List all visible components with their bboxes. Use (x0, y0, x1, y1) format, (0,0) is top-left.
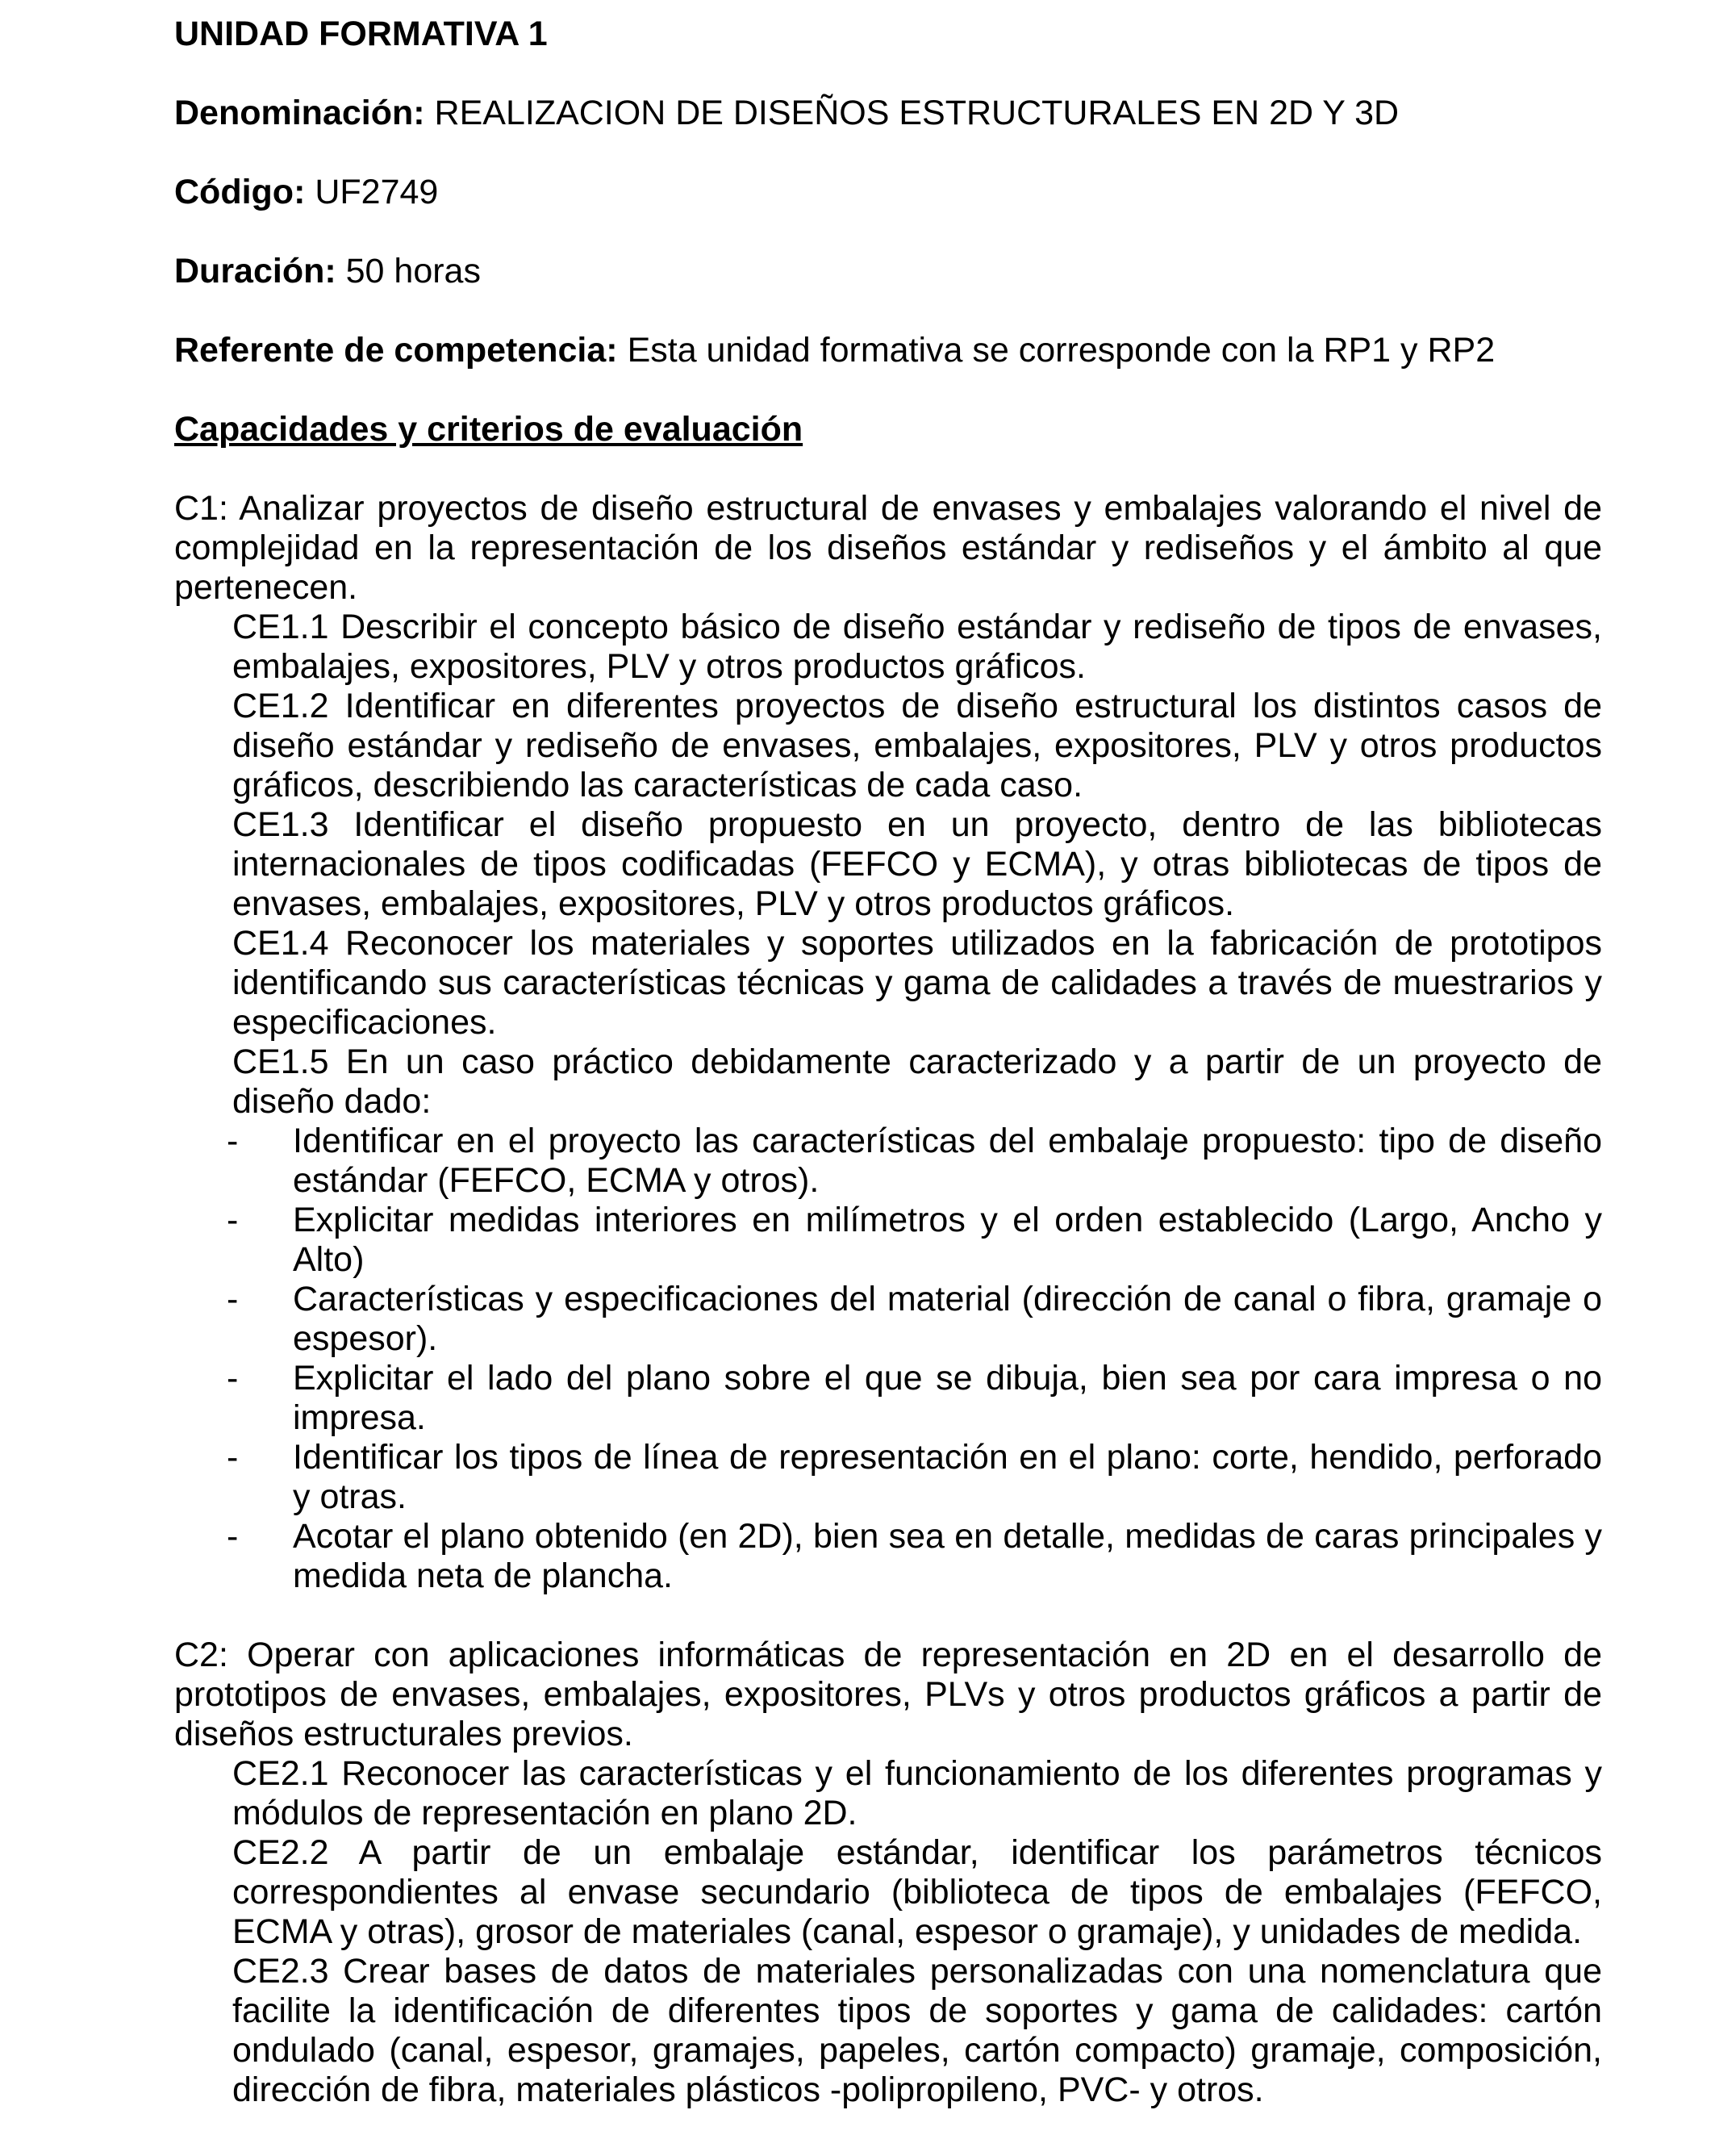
unit-title: UNIDAD FORMATIVA 1 (174, 15, 548, 53)
criterion-ce2-3: CE2.3 Crear bases de datos de materiales personalizadas con una nomenclatura que facilite la identificación de diferentes tipos de soportes y gama de calidades: cartón ondulado (canal, espesor, gramajes, papeles, cartón compacto) gramaje, composición, dirección de fibra, materiales plásticos -polipropileno, PVC- y otros. (232, 1952, 1602, 2109)
spacer (174, 1596, 1602, 1636)
spacer (174, 212, 1602, 252)
list-item-text: Identificar los tipos de línea de representación en el plano: corte, hendido, perforado y otras. (293, 1438, 1602, 1516)
field-label: Referente de competencia: (174, 331, 618, 370)
criterion-ce2-2: CE2.2 A partir de un embalaje estándar, identificar los parámetros técnicos correspondientes al envase secundario (biblioteca de tipos de embalajes (FEFCO, ECMA y otras), grosor de materiales (canal, espesor o gramaje), y unidades de medida. (232, 1833, 1602, 1951)
criterion-ce2-1: CE2.1 Reconocer las características y el funcionamiento de los diferentes programas y módulos de representación en plano 2D. (232, 1754, 1602, 1832)
dash-bullet: - (227, 1280, 239, 1318)
field-label: Duración: (174, 252, 336, 290)
list-item-text: Identificar en el proyecto las características del embalaje propuesto: tipo de diseño estándar (FEFCO, ECMA y otros). (293, 1122, 1602, 1200)
section-title: Capacidades y criterios de evaluación (174, 410, 803, 449)
list-item-text: Características y especificaciones del material (dirección de canal o fibra, gramaje o espesor). (293, 1280, 1602, 1358)
criteria-list-c1 (174, 608, 1602, 1122)
criterion-ce1-4: CE1.4 Reconocer los materiales y soportes utilizados en la fabricación de prototipos identificando sus características técnicas y gama de calidades a través de muestrarios y especificaciones. (232, 924, 1602, 1042)
field-label: Denominación: (174, 94, 425, 132)
list-item (227, 1280, 1602, 1359)
field-label: Código: (174, 173, 306, 211)
field-value: 50 horas (336, 252, 481, 290)
dash-bullet: - (227, 1201, 239, 1239)
dash-bullet: - (227, 1517, 239, 1556)
list-item (227, 1122, 1602, 1201)
field-codigo (174, 173, 1602, 212)
list-item (227, 1438, 1602, 1517)
document-page (174, 15, 1602, 2110)
list-item (227, 1201, 1602, 1280)
spacer (174, 370, 1602, 410)
field-value: UF2749 (305, 173, 439, 211)
field-duracion (174, 252, 1602, 291)
dash-bullet: - (227, 1122, 239, 1160)
list-item (227, 1359, 1602, 1438)
sub-list-ce1-5 (174, 1122, 1602, 1596)
criterion-ce1-2: CE1.2 Identificar en diferentes proyectos de diseño estructural los distintos casos de diseño estándar y rediseño de envases, embalajes, expositores, PLV y otros productos gráficos, describiendo las características de cada caso. (232, 687, 1602, 804)
spacer (174, 54, 1602, 94)
list-item (227, 1517, 1602, 1596)
field-denominacion (174, 94, 1602, 133)
field-value: REALIZACION DE DISEÑOS ESTRUCTURALES EN 2D Y 3D (424, 94, 1400, 132)
criteria-list-c2 (174, 1754, 1602, 2110)
dash-bullet: - (227, 1438, 239, 1477)
capacity-c1: C1: Analizar proyectos de diseño estructural de envases y embalajes valorando el nivel de complejidad en la representación de los diseños estándar y rediseños y el ámbito al que pertenecen. (174, 489, 1602, 607)
capacity-c2: C2: Operar con aplicaciones informáticas de representación en 2D en el desarrollo de prototipos de envases, embalajes, expositores, PLVs y otros productos gráficos a partir de diseños estructurales previos. (174, 1636, 1602, 1753)
criterion-ce1-5: CE1.5 En un caso práctico debidamente caracterizado y a partir de un proyecto de diseño dado: (232, 1042, 1602, 1121)
spacer (174, 133, 1602, 173)
field-referente (174, 331, 1602, 370)
list-item-text: Acotar el plano obtenido (en 2D), bien sea en detalle, medidas de caras principales y medida neta de plancha. (293, 1517, 1602, 1595)
list-item-text: Explicitar medidas interiores en milímetros y el orden establecido (Largo, Ancho y Alto) (293, 1201, 1602, 1279)
field-value: Esta unidad formativa se corresponde con la RP1 y RP2 (617, 331, 1496, 370)
spacer (174, 449, 1602, 489)
criterion-ce1-1: CE1.1 Describir el concepto básico de diseño estándar y rediseño de tipos de envases, embalajes, expositores, PLV y otros productos gráficos. (232, 608, 1602, 686)
dash-bullet: - (227, 1359, 239, 1398)
spacer (174, 291, 1602, 331)
criterion-ce1-3: CE1.3 Identificar el diseño propuesto en un proyecto, dentro de las bibliotecas internacionales de tipos codificadas (FEFCO y ECMA), y otras bibliotecas de tipos de envases, embalajes, expositores, PLV y otros productos gráficos. (232, 805, 1602, 923)
list-item-text: Explicitar el lado del plano sobre el que se dibuja, bien sea por cara impresa o no impresa. (293, 1359, 1602, 1437)
